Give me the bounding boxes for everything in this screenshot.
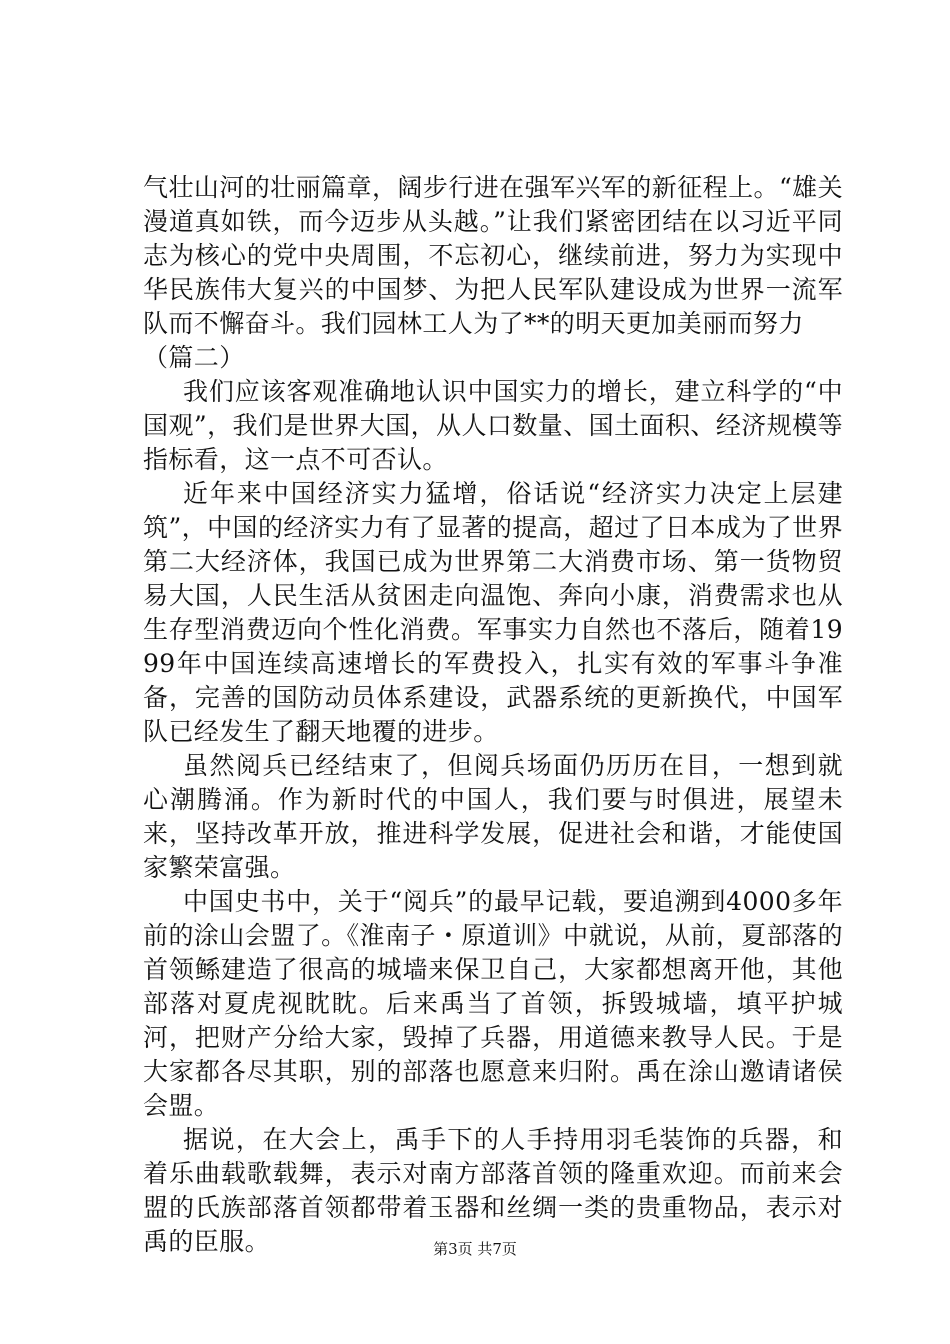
page-number-label: 第3页 共7页 [433, 1240, 517, 1258]
paragraph: 据说，在大会上，禹手下的人手持用羽毛装饰的兵器，和着乐曲载歌载舞，表示对南方部落首领的隆重欢迎。而前来会盟的氏族部落首领都带着玉器和丝绸一类的贵重物品，表示对禹的臣服。 [143, 1125, 843, 1256]
paragraph: 我们应该客观准确地认识中国实力的增长，建立科学的“中国观”，我们是世界大国，从人口数量、国土面积、经济规模等指标看，这一点不可否认。 [143, 377, 843, 474]
document-body [143, 171, 843, 1259]
paragraph-continuation: 气壮山河的壮丽篇章，阔步行进在强军兴军的新征程上。“雄关漫道真如铁，而今迈步从头越。”让我们紧密团结在以习近平同志为核心的党中央周围，不忘初心，继续前进，努力为实现中华民族伟大复兴的中国梦、为把人民军队建设成为世界一流军队而不懈奋斗。我们园林工人为了**的明天更加美丽而努力 [143, 173, 843, 338]
page-footer [0, 1239, 950, 1259]
section-heading: （篇二） [143, 343, 245, 372]
paragraph: 虽然阅兵已经结束了，但阅兵场面仍历历在目，一想到就心潮腾涌。作为新时代的中国人，我们要与时俱进，展望未来，坚持改革开放，推进科学发展，促进社会和谐，才能使国家繁荣富强。 [143, 751, 843, 882]
paragraph: 近年来中国经济实力猛增，俗话说“经济实力决定上层建筑”，中国的经济实力有了显著的提高，超过了日本成为了世界第二大经济体，我国已成为世界第二大消费市场、第一货物贸易大国，人民生活从贫困走向温饱、奔向小康，消费需求也从生存型消费迈向个性化消费。军事实力自然也不落后，随着1999年中国连续高速增长的军费投入，扎实有效的军事斗争准备，完善的国防动员体系建设，武器系统的更新换代，中国军队已经发生了翻天地覆的进步。 [143, 479, 843, 746]
paragraph: 中国史书中，关于“阅兵”的最早记载，要追溯到4000多年前的涂山会盟了。《淮南子・原道训》中就说，从前，夏部落的首领鲧建造了很高的城墙来保卫自己，大家都想离开他，其他部落对夏虎视眈眈。后来禹当了首领，拆毁城墙，填平护城河，把财产分给大家，毁掉了兵器，用道德来教导人民。于是大家都各尽其职，别的部落也愿意来归附。禹在涂山邀请诸侯会盟。 [143, 887, 843, 1120]
